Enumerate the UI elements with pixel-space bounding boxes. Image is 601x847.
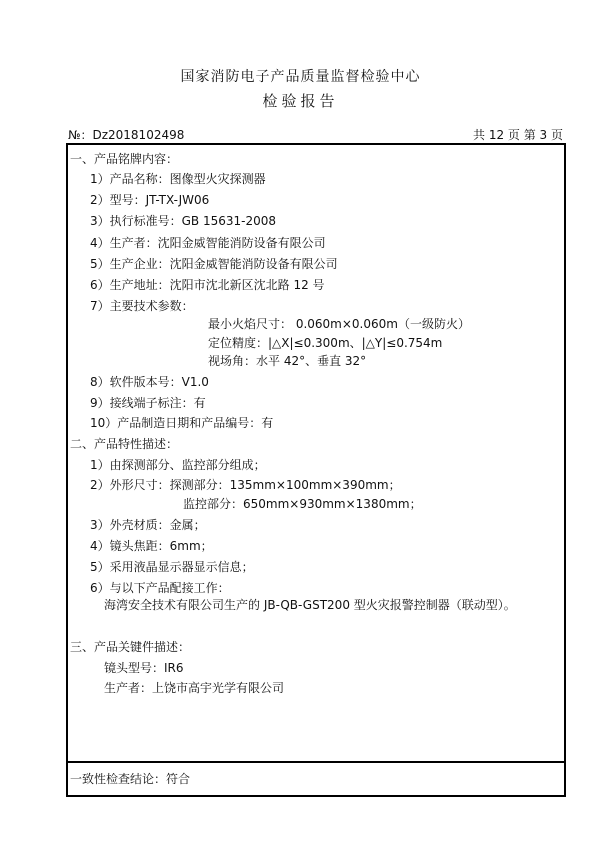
nameplate-item: 9）接线端子标注：有	[90, 396, 206, 410]
org-title: 国家消防电子产品质量监督检验中心	[180, 69, 421, 85]
tech-param: 定位精度：|△X|≤0.300m、|△Y|≤0.754m	[208, 336, 443, 350]
nameplate-item: 5）生产企业：沈阳金威智能消防设备有限公司	[90, 257, 338, 271]
tech-param: 最小火焰尺寸： 0.060m×0.060m（一级防火）	[208, 317, 470, 331]
nameplate-item: 6）生产地址：沈阳市沈北新区沈北路 12 号	[90, 278, 325, 292]
feature-item: 2）外形尺寸：探测部分：135mm×100mm×390mm；	[90, 478, 401, 492]
tech-param: 视场角：水平 42°、垂直 32°	[208, 354, 367, 368]
key-part-item: 生产者：上饶市高宇光学有限公司	[104, 681, 285, 695]
feature-item: 4）镜头焦距：6mm；	[90, 539, 213, 553]
section-heading-nameplate: 一、产品铭牌内容：	[70, 152, 179, 166]
feature-item: 6）与以下产品配接工作：	[90, 581, 230, 595]
report-frame	[66, 143, 566, 797]
conclusion: 一致性检查结论：符合	[70, 772, 191, 786]
compatible-product-paragraph: 海湾安全技术有限公司生产的 JB-QB-GST200 型火灾报警控制器（联动型）。	[104, 598, 516, 612]
key-part-item: 镜头型号：IR6	[104, 661, 184, 675]
feature-item: 3）外壳材质：金属；	[90, 518, 206, 532]
feature-item: 1）由探测部分、监控部分组成；	[90, 458, 266, 472]
nameplate-item: 4）生产者：沈阳金威智能消防设备有限公司	[90, 236, 326, 250]
feature-item: 监控部分：650mm×930mm×1380mm；	[183, 497, 422, 511]
feature-item: 5）采用液晶显示器显示信息；	[90, 560, 254, 574]
section-heading-features: 二、产品特性描述：	[70, 437, 179, 451]
nameplate-item: 8）软件版本号：V1.0	[90, 375, 209, 389]
nameplate-item: 7）主要技术参数：	[90, 299, 194, 313]
nameplate-item: 2）型号：JT-TX-JW06	[90, 193, 210, 207]
page-count: 共 12 页 第 3 页	[473, 128, 563, 142]
conclusion-divider	[68, 761, 564, 763]
report-title: 检验报告	[262, 92, 339, 110]
nameplate-item: 10）产品制造日期和产品编号：有	[90, 416, 274, 430]
section-heading-key-parts: 三、产品关键件描述：	[70, 640, 191, 654]
nameplate-item: 3）执行标准号：GB 15631-2008	[90, 214, 277, 228]
nameplate-item: 1）产品名称：图像型火灾探测器	[90, 172, 266, 186]
report-number: №：Dz2018102498	[68, 128, 185, 142]
